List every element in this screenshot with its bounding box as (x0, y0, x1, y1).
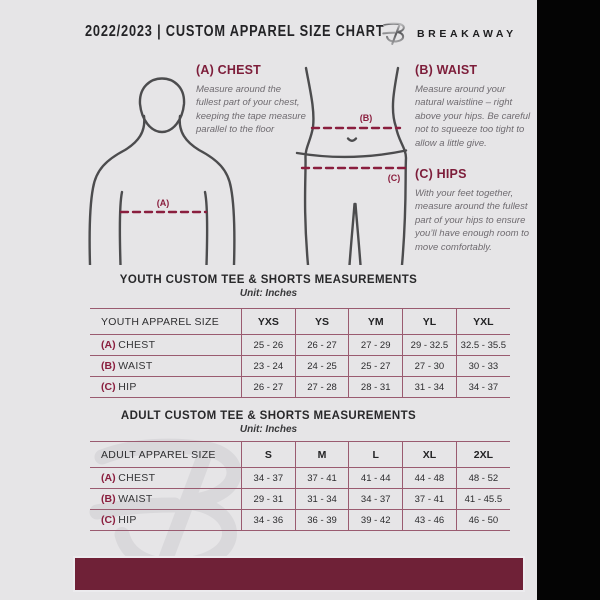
row-key: (A) (101, 472, 116, 484)
youth-hip-label (90, 377, 242, 398)
head-outline (140, 79, 184, 133)
row-label: HIP (118, 514, 137, 526)
adult-size-2xl: 2XL (456, 442, 510, 468)
adult-waist-2xl: 41 - 45.5 (456, 489, 510, 510)
youth-hip-ys: 27 - 28 (295, 377, 349, 398)
adult-chest-row (90, 468, 510, 489)
youth-waist-ys: 24 - 25 (295, 356, 349, 377)
row-label: CHEST (118, 472, 156, 484)
row-key: (B) (101, 360, 116, 372)
youth-waist-label (90, 356, 242, 377)
row-key: (C) (101, 514, 116, 526)
adult-section-title: ADULT CUSTOM TEE & SHORTS MEASUREMENTS (120, 410, 417, 422)
adult-size-l: L (349, 442, 403, 468)
adult-waist-l: 34 - 37 (349, 489, 403, 510)
page-title-text: 2022/2023 | CUSTOM APPAREL SIZE CHART (85, 23, 385, 40)
adult-header-label: ADULT APPAREL SIZE (90, 442, 242, 468)
left-inner-leg (350, 204, 355, 265)
youth-hip-yxl: 34 - 37 (456, 377, 510, 398)
adult-hip-s: 34 - 36 (242, 510, 296, 531)
adult-waist-m: 31 - 34 (295, 489, 349, 510)
adult-hip-xl: 43 - 46 (403, 510, 457, 531)
adult-hip-label (90, 510, 242, 531)
youth-header-label: YOUTH APPAREL SIZE (90, 309, 242, 335)
adult-hip-row (90, 510, 510, 531)
youth-hip-row (90, 377, 510, 398)
youth-size-table (90, 308, 510, 398)
adult-hip-l: 39 - 42 (349, 510, 403, 531)
youth-hip-yl: 31 - 34 (403, 377, 457, 398)
breakaway-logo-icon (381, 18, 408, 49)
youth-size-yl: YL (403, 309, 457, 335)
row-key: (A) (101, 339, 116, 351)
youth-chest-yxl: 32.5 - 35.5 (456, 335, 510, 356)
hip-line-label: (C) (387, 173, 401, 183)
adult-chest-label (90, 468, 242, 489)
youth-waist-yxs: 23 - 24 (242, 356, 296, 377)
adult-header-row (90, 442, 510, 468)
youth-chest-yl: 29 - 32.5 (403, 335, 457, 356)
youth-chest-row (90, 335, 510, 356)
hips-guide-heading: (C) HIPS (415, 167, 467, 181)
right-body-line (393, 68, 406, 265)
youth-chest-yxs: 25 - 26 (242, 335, 296, 356)
chest-guide-heading: (A) CHEST (196, 63, 261, 77)
youth-size-ym: YM (349, 309, 403, 335)
waist-guide-heading: (B) WAIST (415, 63, 478, 77)
row-key: (B) (101, 493, 116, 505)
hips-guide (415, 167, 535, 254)
youth-waist-yxl: 30 - 33 (456, 356, 510, 377)
youth-waist-yl: 27 - 30 (403, 356, 457, 377)
adult-size-m: M (295, 442, 349, 468)
adult-hip-m: 36 - 39 (295, 510, 349, 531)
row-label: WAIST (118, 360, 153, 372)
chest-guide-text: Measure around the fullest part of your chest, keeping the tape measure parallel to the floor (196, 84, 306, 136)
adult-waist-xl: 37 - 41 (403, 489, 457, 510)
youth-hip-ym: 28 - 31 (349, 377, 403, 398)
youth-waist-ym: 25 - 27 (349, 356, 403, 377)
adult-waist-s: 29 - 31 (242, 489, 296, 510)
adult-size-xl: XL (403, 442, 457, 468)
row-label: CHEST (118, 339, 156, 351)
youth-section-unit: Unit: Inches (239, 288, 298, 299)
youth-size-yxl: YXL (456, 309, 510, 335)
row-key: (C) (101, 381, 116, 393)
brand-lockup (381, 18, 517, 49)
youth-header-row (90, 309, 510, 335)
adult-size-s: S (242, 442, 296, 468)
waist-guide-text: Measure around your natural waistline – right above your hips. Be careful not to squeeze too tight to allow a little give. (415, 84, 531, 149)
youth-size-ys: YS (295, 309, 349, 335)
footer-accent-bar (73, 556, 525, 592)
letterbox-bar (537, 0, 600, 600)
youth-chest-ym: 27 - 29 (349, 335, 403, 356)
adult-chest-m: 37 - 41 (295, 468, 349, 489)
waist-line-label: (B) (359, 113, 373, 123)
youth-chest-label (90, 335, 242, 356)
right-side-line (205, 192, 207, 265)
hips-guide-text: With your feet together, measure around the fullest part of your hips to ensure you’ll have enough room to move comfortably. (415, 188, 530, 253)
row-label: HIP (118, 381, 137, 393)
youth-section-title: YOUTH CUSTOM TEE & SHORTS MEASUREMENTS (119, 274, 418, 286)
adult-chest-s: 34 - 37 (242, 468, 296, 489)
left-side-line (120, 192, 122, 265)
adult-chest-2xl: 48 - 52 (456, 468, 510, 489)
left-shoulder-arm (90, 116, 145, 265)
adult-chest-xl: 44 - 48 (403, 468, 457, 489)
chest-line-label: (A) (156, 198, 170, 208)
waist-guide (415, 63, 532, 150)
adult-chest-l: 41 - 44 (349, 468, 403, 489)
adult-waist-row (90, 489, 510, 510)
waist-hips-diagram (290, 58, 415, 265)
adult-size-table (90, 441, 510, 531)
adult-section-unit: Unit: Inches (239, 424, 298, 435)
row-label: WAIST (118, 493, 153, 505)
right-inner-leg (356, 204, 361, 265)
navel-mark (348, 139, 356, 141)
adult-waist-label (90, 489, 242, 510)
adult-hip-2xl: 46 - 50 (456, 510, 510, 531)
youth-size-yxs: YXS (242, 309, 296, 335)
brand-name: BREAKAWAY (417, 27, 517, 40)
youth-hip-yxs: 26 - 27 (242, 377, 296, 398)
chest-guide (196, 63, 308, 137)
waistband-curve (297, 151, 406, 157)
youth-waist-row (90, 356, 510, 377)
youth-chest-ys: 26 - 27 (295, 335, 349, 356)
